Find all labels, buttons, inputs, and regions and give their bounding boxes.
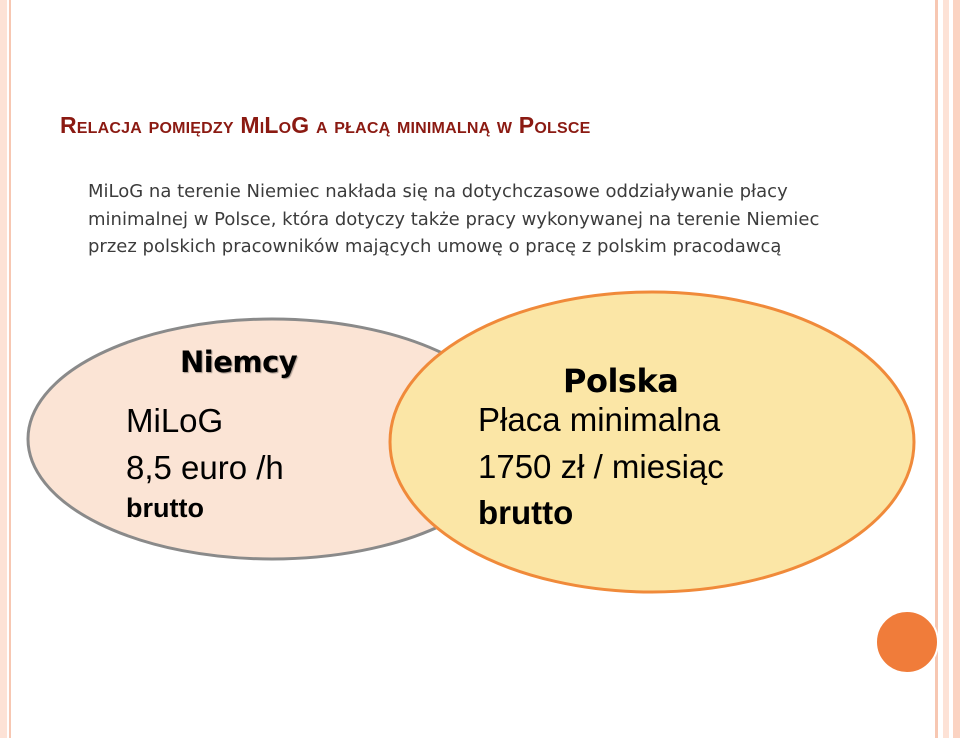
poland-wage-value: 1750 zł / miesiąc [478,448,724,485]
germany-wage-value: 8,5 euro /h [126,449,284,486]
germany-gross-label: brutto [126,493,204,523]
slide-body-text: MiLoG na terenie Niemiec nakłada się na dotychczasowe oddziaływanie płacy minimalnej w Polsce, która dotyczy także pracy wykonywanej na terenie Niemiec przez polskich pracowników mających umowę o pracę z polskim pracodawcą [88,181,820,257]
germany-heading: Niemcy [180,345,298,379]
accent-circle [876,611,938,673]
slide-title: Relacja pomiędzy MiLoG a płacą minimalną w Polsce [60,112,591,138]
poland-ellipse [390,292,914,592]
germany-milog-label: MiLoG [126,402,224,439]
poland-gross-label: brutto [478,494,574,531]
poland-min-wage-label: Płaca minimalna [478,401,721,438]
poland-heading: Polska [563,362,679,400]
